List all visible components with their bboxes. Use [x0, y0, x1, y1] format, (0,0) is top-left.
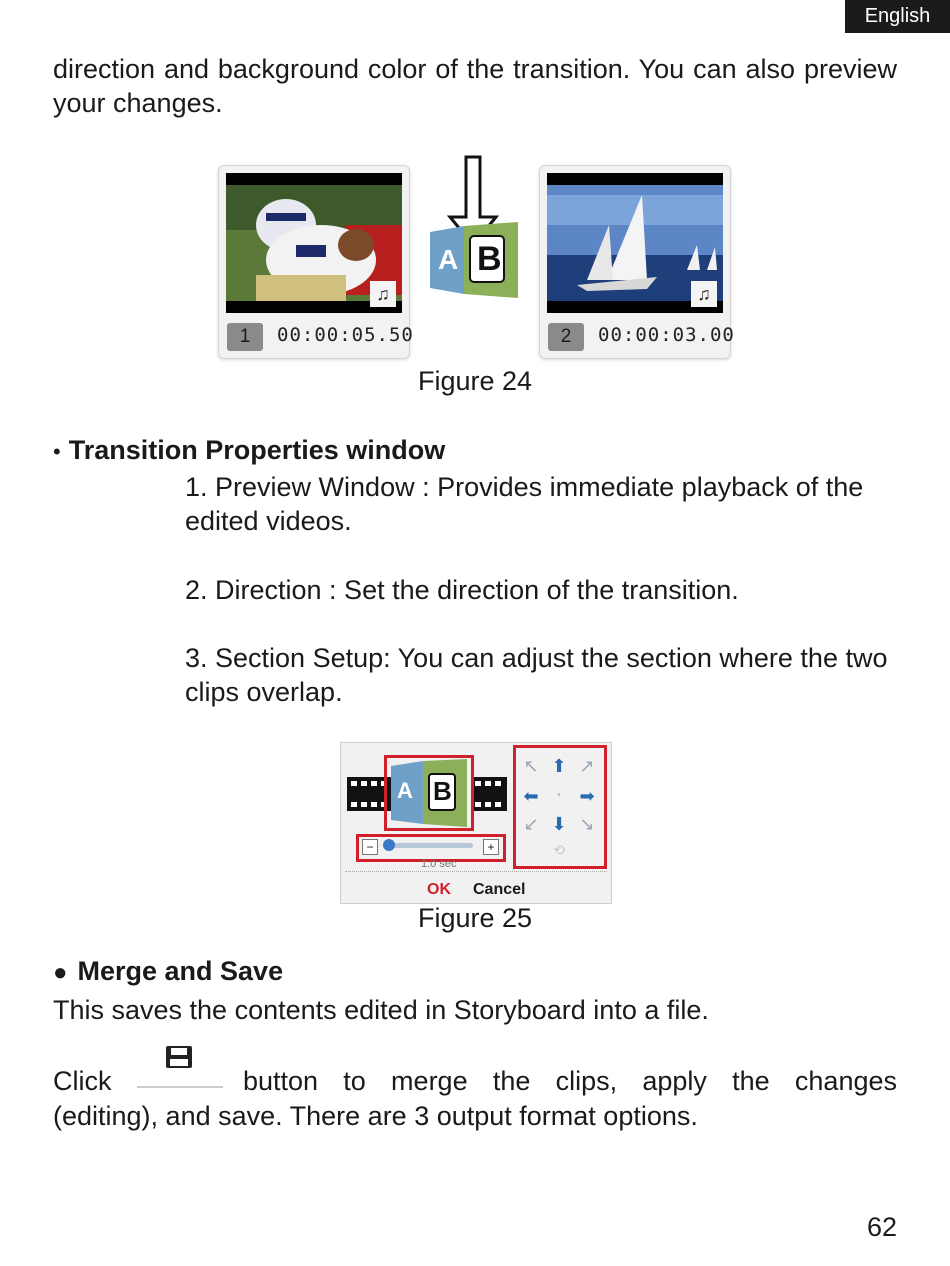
arrow-down-left-icon[interactable]: ↙ [523, 814, 539, 834]
preview-letter-b: B [433, 776, 452, 806]
transition-letter-a: A [438, 244, 459, 275]
music-note-icon: ♫ [370, 281, 396, 307]
arrow-down-right-icon[interactable]: ↘ [579, 814, 595, 834]
slider-handle[interactable] [383, 839, 395, 851]
arrow-right-icon[interactable]: ➡ [579, 786, 595, 806]
clip-card-2 [539, 165, 735, 359]
slider-track[interactable] [383, 843, 473, 848]
cancel-button[interactable]: Cancel [473, 881, 526, 898]
bullet: ● [53, 959, 68, 986]
arrow-up-icon[interactable]: ⬆ [551, 756, 567, 776]
arrow-up-right-icon[interactable]: ↗ [579, 756, 595, 776]
transition-properties-heading [53, 435, 445, 466]
clip-thumbnail-sailing [547, 173, 723, 313]
click-instruction: button to merge the clips, apply the changes [243, 1066, 897, 1096]
intro-paragraph: direction and background color of the transition. You can also preview your changes. [53, 54, 897, 118]
arrow-left-icon[interactable]: ⬅ [523, 786, 539, 806]
film-strip-right-icon [471, 777, 507, 811]
clip-number: 1 [227, 323, 263, 351]
list-item: 1. Preview Window : Provides immediate playback of the edited videos. [185, 472, 864, 536]
music-note-icon: ♫ [691, 281, 717, 307]
figure-24-caption: Figure 24 [417, 366, 533, 396]
rotate-icon[interactable]: ⟲ [553, 842, 565, 858]
clip-thumbnail-football [226, 173, 402, 313]
output-format-text: (editing), and save. There are 3 output format options. [53, 1101, 698, 1131]
ok-button[interactable]: OK [427, 881, 451, 898]
transition-icon [430, 222, 518, 298]
language-tag: English [845, 0, 950, 33]
direction-highlight [513, 745, 607, 869]
slider-plus-button[interactable]: + [483, 839, 499, 855]
figure-25-transition-properties [340, 742, 612, 904]
slider-minus-button[interactable]: − [362, 839, 378, 855]
arrow-down-icon[interactable]: ⬇ [551, 814, 567, 834]
clip-duration: 00:00:03.00 [598, 324, 735, 346]
list-item: 3. Section Setup: You can adjust the section where the two clips overlap. [185, 643, 888, 707]
floppy-disk-icon [166, 1046, 192, 1068]
preview-window-highlight [384, 755, 474, 831]
bullet: • [53, 439, 61, 464]
clip-number: 2 [548, 323, 584, 351]
click-word: Click [53, 1066, 112, 1096]
preview-letter-a: A [397, 778, 413, 803]
divider [345, 871, 607, 872]
clip-card-1 [218, 165, 414, 359]
list-item: 2. Direction : Set the direction of the transition. [185, 575, 739, 605]
center-dot-icon: • [557, 790, 561, 801]
clip-duration: 00:00:05.50 [277, 324, 414, 346]
merge-save-button[interactable] [135, 1030, 225, 1090]
section-title: Merge and Save [77, 956, 284, 986]
transition-letter-b: B [477, 240, 502, 278]
section-title: Transition Properties window [68, 435, 446, 465]
merge-description: This saves the contents edited in Storyboard into a file. [53, 995, 709, 1025]
page-number: 62 [866, 1212, 897, 1242]
merge-save-heading [53, 956, 283, 987]
duration-label: 1.0 sec [421, 858, 457, 870]
figure-25-caption: Figure 25 [417, 903, 533, 933]
arrow-up-left-icon[interactable]: ↖ [523, 756, 539, 776]
